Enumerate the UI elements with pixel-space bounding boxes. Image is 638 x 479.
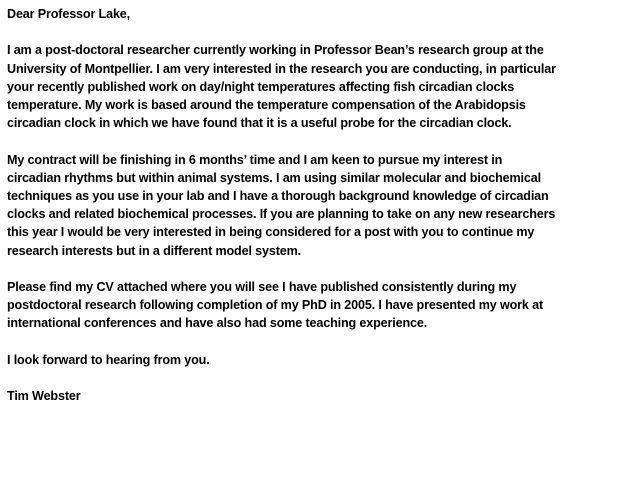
paragraph-cv: Please find my CV attached where you will see I have published consistently during my postdoctoral research following completion of my PhD in 2005. I have presented my work at international conferences and have also had some teaching experience. [7, 280, 544, 331]
paragraph-gap [7, 369, 635, 387]
paragraph-intro: I am a post-doctoral researcher currently working in Professor Bean’s research group at the University of Montpellier. I am very interested in the research you are conducting, in particular your recently published work on day/night temperatures affecting fish circadian clocks temperature. My work is based around the temperature compensation of the Arabidopsis circadian clock in which we have found that it is a useful probe for the circadian clock. [7, 43, 556, 131]
paragraph-gap [7, 260, 635, 278]
signature: Tim Webster [7, 389, 81, 404]
paragraph-closing: I look forward to hearing from you. [7, 352, 210, 367]
paragraph-contract: My contract will be finishing in 6 months’ time and I am keen to pursue my interest in circadian rhythms but within animal systems. I am using similar molecular and biochemical techniques as you use in your lab and I have a thorough background knowledge of circadian clocks and related biochemical processes. If you are planning to take on any new researchers this year I would be very interested in being considered for a post with you to continue my research interests but in a different model system. [7, 152, 556, 258]
paragraph-gap [7, 23, 635, 41]
letter-body [7, 5, 635, 405]
paragraph-gap [7, 132, 635, 150]
salutation: Dear Professor Lake, [7, 7, 130, 21]
paragraph-gap [7, 333, 635, 351]
